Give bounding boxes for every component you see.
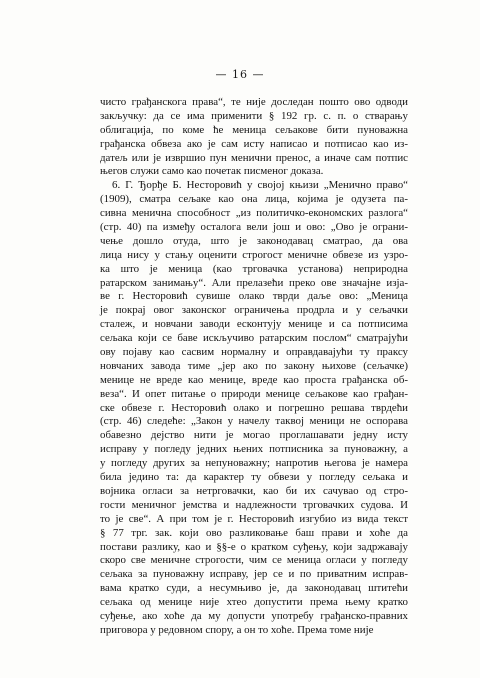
text-line: закључку: да се има применити § 192 гр. с. п. о стварању (100, 109, 408, 122)
text-line: датељ или је извршио пун менични пренос, а иначе сам потпис (100, 151, 408, 164)
text-line: (стр. 40) па између осталога вели још и ово: „Ово је ограни- (100, 221, 408, 234)
text-line: веза“. И опет питање о природи менице сељакове као грађан- (100, 387, 408, 400)
text-line: исправу у погледу једних њених потписника за пуноважну, а (100, 443, 408, 456)
text-line: гости меничног јемства и надлежности трговачких судова. И (100, 498, 408, 511)
page-number: — 16 — (215, 68, 265, 81)
text-line: сталеж, и новчани заводи есконтују менице и са потписима (100, 318, 408, 331)
text-line: ске обвезе г. Несторовић олако и погрешно решава тврдећи (100, 401, 408, 414)
text-line: менице не вреде као менице, вреде као проста грађанска об- (100, 373, 408, 386)
text-line: била једино та: да карактер ту обвези у погледу сељака и (100, 471, 408, 484)
text-line: ову појаву као сасвим нормалну и оправдавајући ту праксу (100, 346, 408, 359)
text-line: вама кратко суди, а несумњиво је, да законодавац штитећи (100, 582, 408, 595)
text-line: је покрај овог законског ограничења продрла и у сељачки (100, 304, 408, 317)
text-line: сељака од менице није хтео допустити према њему кратко (100, 596, 408, 609)
text-line: § 77 трг. зак. који ово разликовање баш прави и хоће да (100, 526, 408, 539)
text-line: чење дошло отуда, што је законодавац сматрао, да ова (100, 234, 408, 247)
text-line: обавезно дејство нити је могао проглашавати једну исту (100, 429, 408, 442)
text-line: 6. Г. Ђорђе Б. Несторовић у својој књизи „Менично право“ (112, 179, 408, 192)
text-line: новчаних завода тиме „јер ако по закону њихове (сељачке) (100, 359, 408, 372)
text-line: грађанска обвеза ако је сам исту написао и потписао као из- (100, 137, 408, 150)
text-line: његов служи само као почетак писменог доказа. (100, 165, 324, 178)
text-line: сивна менична способност „из политичко-економских разлога“ (100, 207, 408, 220)
text-line: (стр. 46) следеће: „Закон у начелу таквој меници не оспорава (100, 415, 408, 428)
text-line: суђење, ако хоће да му допусти употребу грађанско-правних (100, 609, 408, 622)
text-line: сељака за пуноважну исправу, јер се и по приватним исправ- (100, 568, 408, 581)
text-line: постави разлику, као и §§-е о кратком суђењу, који задржавају (100, 540, 408, 553)
text-line: ве г. Несторовић сувише олако тврди даље ово: „Меница (100, 290, 408, 303)
text-line: ка што је меница (као трговачка установа) неприродна (100, 262, 408, 275)
text-line: у погледу других за непуноважну; напротив његова је намера (100, 457, 408, 470)
text-line: ратарском занимању“. Али прелазећи преко ове значајне изја- (100, 276, 408, 289)
text-line: облигација, по коме ће меница сељакове бити пуноважна (100, 123, 408, 136)
text-line: чисто грађанскога права“, те није доследан пошто ово одводи (100, 96, 408, 108)
text-line: приговора у редовном спору, а он то хоће. Према томе није (100, 623, 374, 636)
text-line: лица нису у стању оценити строгост меничне обвезе из узро- (100, 248, 408, 261)
text-line: сељака који се баве искључиво ратарским послом“ сматрајући (100, 332, 408, 345)
body-text (100, 96, 408, 638)
text-line: (1909), сматра сељаке као она лица, којима је одузета па- (100, 193, 408, 206)
text-line: скоро све меничне строгости, чим се меница огласи у погледу (100, 554, 408, 567)
text-line: то је све“. А при том је г. Несторовић изгубио из вида текст (100, 512, 408, 525)
text-line: војника огласи за нетрговачки, као би их сачувао од стро- (100, 484, 408, 497)
